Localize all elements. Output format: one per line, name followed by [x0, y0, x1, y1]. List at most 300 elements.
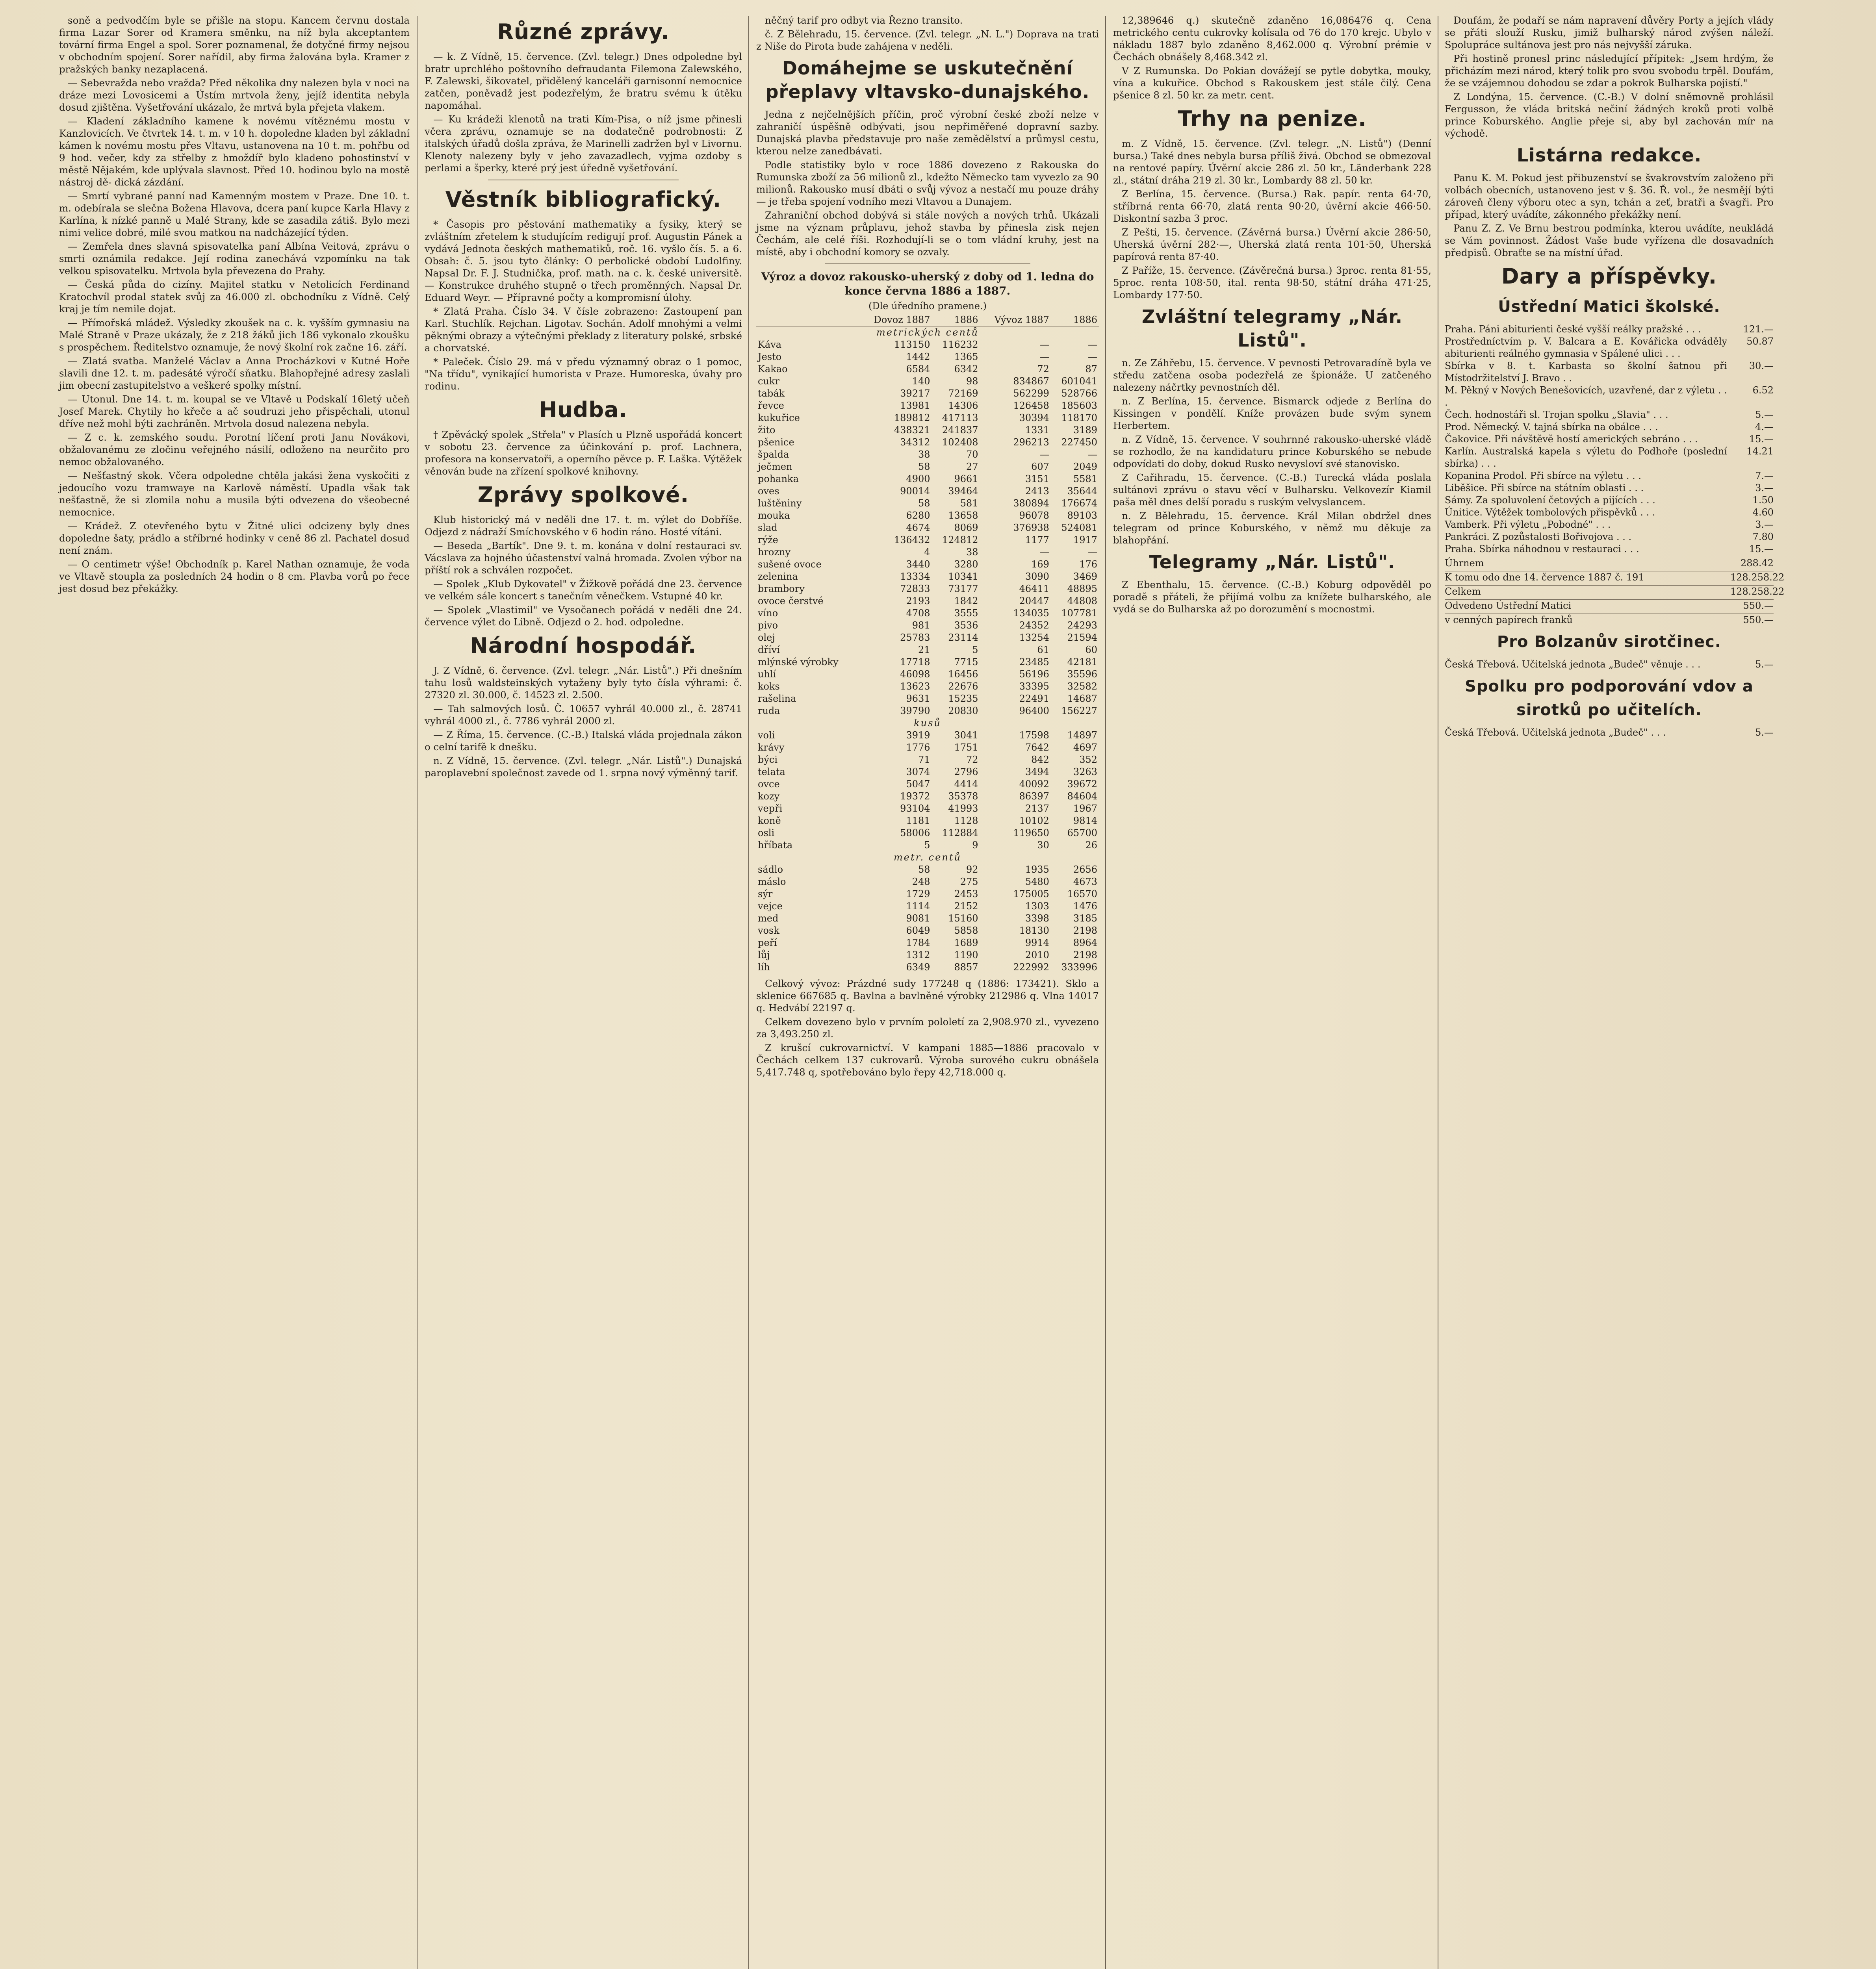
table-cell: 13658: [948, 510, 978, 521]
article-paragraph: něčný tarif pro odbyt via Řezno transito.: [765, 15, 963, 26]
article-paragraph: Z Berlína, 15. července. (Bursa.) Rak. papír. renta 64·70, stříbrná renta 66·70, zlatá renta 90·20, úvěrní akcie 466·50. Diskontní sazba 3 proc.: [1113, 188, 1431, 224]
article-paragraph: 12,389646 q.) skutečně zdaněno 16,086476 q. Cena metrického centu cukrovky kolísala od 76 do 170 krejc. Ubylo v nákladu 1887 bylo zdaněno 8,462.000 q. Výrobní prémie v Čechách obnášely 8,468.342 zl.: [1113, 15, 1431, 63]
table-cell: 70: [966, 449, 978, 460]
table-row-label: ječmen: [758, 461, 792, 472]
donation-amount: 5.—: [1755, 409, 1774, 420]
table-cell: 2010: [1025, 949, 1049, 960]
table-row-label: voli: [758, 730, 775, 741]
table-cell: 90014: [900, 486, 930, 497]
donation-row: [1445, 421, 1774, 433]
donor-text: Prostředníctvím p. V. Balcara a E. Kovářicka odváděly abiturienti reálného gymnasia v Spálené ulici . . .: [1445, 336, 1727, 359]
donation-row: [1445, 727, 1774, 739]
table-cell: 44808: [1067, 595, 1097, 606]
table-cell: 39217: [900, 388, 930, 399]
table-row-label: uhlí: [758, 669, 776, 680]
table-cell: 2198: [1073, 925, 1097, 936]
table-row-label: ruda: [758, 705, 780, 716]
donation-amount: 6.52: [1752, 385, 1774, 396]
table-row-label: koně: [758, 815, 781, 826]
donation-amount: 3.—: [1755, 482, 1774, 493]
table-cell: 119650: [1013, 827, 1049, 838]
table-row-label: rýže: [758, 534, 778, 545]
heading-matice: Ústřední Matici školské.: [1498, 298, 1720, 316]
donation-row: [1445, 519, 1774, 531]
donation-row: [1445, 506, 1774, 519]
table-cell: 562299: [1013, 388, 1049, 399]
table-cell: 58006: [900, 827, 930, 838]
table-cell: 601041: [1061, 376, 1097, 387]
table-cell: 32582: [1067, 681, 1097, 692]
table-cell: 1312: [906, 949, 930, 960]
article-paragraph: Podle statistiky bylo v roce 1886 dovezeno z Rakouska do Rumunska zboží za 56 milionů zl., kdežto Německo tam vyvezlo za 90 milionů. Rakousko musí dbáti o svůj vývoz a nestačí mu pouze dráhy — je třeba spojení vodního mezi Vltavou a Dunajem.: [756, 159, 1099, 207]
donor-text: Kopanina Prodol. Při sbírce na výletu . . .: [1445, 470, 1642, 481]
table-cell: 19372: [900, 791, 930, 802]
table-cell: 15160: [948, 913, 978, 924]
table-cell: 15235: [948, 693, 978, 704]
table-cell: 5581: [1073, 473, 1097, 484]
donation-amount: 7.—: [1755, 470, 1774, 481]
table-cell: 1365: [954, 351, 978, 362]
table-cell: 22676: [948, 681, 978, 692]
table-cell: 169: [1031, 559, 1049, 570]
table-cell: 176: [1079, 559, 1097, 570]
table-row-label: koks: [758, 681, 780, 692]
table-row-label: med: [758, 913, 779, 924]
table-row: [756, 949, 1099, 961]
table-cell: 3398: [1025, 913, 1049, 924]
donation-amount: 5.—: [1755, 659, 1774, 670]
table-cell: 9814: [1073, 815, 1097, 826]
table-row-label: mlýnské výrobky: [758, 656, 839, 667]
heading-trhy-na-penize: Trhy na penize.: [1178, 106, 1367, 131]
table-row-label: luštěniny: [758, 498, 802, 509]
column-1: [59, 14, 410, 596]
table-row-label: brambory: [758, 583, 805, 594]
table-cell: 39464: [948, 486, 978, 497]
table-cell: 72: [1037, 363, 1049, 375]
table-cell: 1181: [906, 815, 930, 826]
article-paragraph: — Utonul. Dne 14. t. m. koupal se ve Vltavě u Podskalí 16letý učeň Josef Marek. Chytily ho křeče a ač soudruzi jeho přispěchali, utonul dříve než mohl býti zachráněn. Mrtvola dosud nalezena nebyla.: [59, 393, 410, 429]
article-paragraph: Celkem dovezeno bylo v prvním pololetí za 2,908.970 zl., vyvezeno za 3,493.250 zl.: [756, 1016, 1099, 1040]
table-cell: 3185: [1073, 913, 1097, 924]
table-cell: 56196: [1019, 669, 1049, 680]
table-cell: 58: [918, 461, 930, 472]
table-row-label: cukr: [758, 376, 779, 387]
table-header-cell: 1886: [932, 314, 980, 326]
donation-row: [1445, 470, 1774, 482]
table-cell: 1190: [954, 949, 978, 960]
column-rule: [1105, 16, 1106, 1969]
table-row: [756, 815, 1099, 827]
table-cell: 8857: [954, 962, 978, 973]
table-cell: 20830: [948, 705, 978, 716]
table-cell: 524081: [1061, 522, 1097, 533]
donation-amount: 50.87: [1746, 336, 1774, 347]
table-cell: 27: [966, 461, 978, 472]
table-row: [756, 729, 1099, 742]
article-paragraph: — Z Říma, 15. července. (C.-B.) Italská vláda projednala zákon o celní tarifě k dnešku.: [425, 729, 742, 753]
table-cell: 275: [960, 876, 978, 887]
table-cell: 227450: [1061, 437, 1097, 448]
table-cell: 2656: [1073, 864, 1097, 875]
donor-text: Česká Třebová. Učitelská jednota „Budeč" . . .: [1445, 727, 1666, 738]
table-cell: 1331: [1025, 425, 1049, 436]
table-cell: 2198: [1073, 949, 1097, 960]
table-row: [756, 925, 1099, 937]
table-row-label: pšenice: [758, 437, 794, 448]
table-cell: 6584: [906, 363, 930, 375]
donor-text: Čakovice. Při návštěvě hostí amerických sebráno . . .: [1445, 434, 1698, 445]
table-cell: 6342: [954, 363, 978, 375]
table-row: [756, 668, 1099, 680]
table-cell: 1917: [1073, 534, 1097, 545]
heading-zvlastni-telegramy: Zvláštní telegramy „Nár. Listů".: [1141, 306, 1403, 351]
table-cell: 3919: [906, 730, 930, 741]
article-paragraph: Celkový vývoz: Prázdné sudy 177248 q (1886: 173421). Sklo a sklenice 667685 q. Bavlna a bavlněné výrobky 212986 q. Vlna 14017 q. Hedvábí 22197 q.: [756, 978, 1099, 1014]
table-cell: 73177: [948, 583, 978, 594]
table-cell: 40092: [1019, 779, 1049, 790]
article-paragraph: Z Paříže, 15. července. (Závěrečná bursa.) 3proc. renta 81·55, 5proc. renta 108·50, ital. renta 98·50, státní dráha 471·25, Lombardy 177·50.: [1113, 265, 1431, 300]
table-row: [756, 485, 1099, 497]
table-cell: 14687: [1067, 693, 1097, 704]
table-cell: 23114: [948, 632, 978, 643]
article-paragraph: Z krušcí cukrovarnictví. V kampani 1885—1886 pracovalo v Čechách celkem 137 cukrovarů. Výroba surového cukru obnášela 5,417.748 q, spotřebováno bylo řepy 42,718.000 q.: [756, 1042, 1099, 1078]
total-row: K tomu odo dne 14. července 1887 č. 191 128.258.22: [1445, 572, 1785, 583]
donation-row: [1445, 482, 1774, 494]
table-cell: 118170: [1061, 412, 1097, 423]
table-row: [756, 754, 1099, 766]
table-cell: 175005: [1013, 888, 1049, 899]
table-cell: 5858: [954, 925, 978, 936]
table-row: [756, 412, 1099, 424]
table-cell: 528766: [1061, 388, 1097, 399]
table-row-label: sádlo: [758, 864, 783, 875]
table-cell: 5: [972, 644, 978, 655]
table-cell: 4900: [906, 473, 930, 484]
table-row: [756, 449, 1099, 461]
table-cell: 22491: [1019, 693, 1049, 704]
table-cell: 2453: [954, 888, 978, 899]
table-row: [756, 510, 1099, 522]
table-group-row: [756, 717, 1099, 729]
table-row-label: sušené ovoce: [758, 559, 822, 570]
table-row-label: líh: [758, 962, 770, 973]
article-paragraph: J. Z Vídně, 6. července. (Zvl. telegr. „Nár. Listů".) Při dnešním tahu losů waldsteinských vytaženy byly tyto čísla výhrami: č. 27320 zl. 30.000, č. 14523 zl. 2.500.: [425, 665, 742, 701]
table-cell: 140: [912, 376, 930, 387]
table-cell: 2152: [954, 901, 978, 912]
table-cell: 1303: [1025, 901, 1049, 912]
table-cell: 20447: [1019, 595, 1049, 606]
table-row: [756, 375, 1099, 387]
donation-amount: 4.—: [1755, 421, 1774, 432]
table-cell: 185603: [1061, 400, 1097, 411]
article-paragraph: Panu K. M. Pokud jest přibuzenství se švakrovstvím založeno při volbách obecních, ustanoveno jest v §. 36. Ř. vol., že nesmějí býti zároveň členy výboru otec a syn, tchán a zeť, bratři a švagři. Pro případ, který uvádíte, zákonného překážky není.: [1445, 172, 1774, 220]
table-cell: 134035: [1013, 608, 1049, 619]
table-row: [756, 363, 1099, 375]
table-row-label: hrozny: [758, 547, 791, 558]
article-paragraph: — Kladení základního kamene k novému vítěznému mostu v Kanzlovicích. Ve čtvrtek 14. t. m. v 10 h. dopoledne kladen byl základní kámen k novému mostu přes Vltavu, ustanovena na 10 t. m. pohřbu od 9 hod. večer, kdy za střelby z hmoždíř bylo kladeno pohostinství v městě Nějakém, kde uplývala slavnost. Před 10. hodinou bylo na mostě nástroj dě- dická zázdání.: [59, 115, 410, 188]
column-5: [1445, 14, 1785, 739]
table-cell: 38: [966, 547, 978, 558]
donation-amount: 30.—: [1749, 360, 1774, 371]
article-paragraph: n. Z Berlína, 15. července. Bismarck odjede z Berlína do Kissingen v pondělí. Kníže provázen bude svým synem Herbertem.: [1113, 395, 1431, 431]
donation-amount: 4.60: [1752, 507, 1774, 518]
table-cell: 136432: [894, 534, 930, 545]
table-cell: 107781: [1061, 608, 1097, 619]
table-cell: 2796: [954, 766, 978, 777]
table-cell: 1967: [1073, 803, 1097, 814]
table-cell: 14897: [1067, 730, 1097, 741]
table-cell: 3536: [954, 620, 978, 631]
table-cell: 1784: [906, 937, 930, 948]
table-cell: 3151: [1025, 473, 1049, 484]
table-cell: 241837: [942, 425, 978, 436]
table-cell: 112884: [942, 827, 978, 838]
table-row-label: máslo: [758, 876, 786, 887]
heading-ruzne-zpravy: Různé zprávy.: [497, 19, 670, 44]
table-cell: 24293: [1067, 620, 1097, 631]
table-cell: 3074: [906, 766, 930, 777]
table-row-label: víno: [758, 608, 778, 619]
table-row-label: rašelina: [758, 693, 796, 704]
table-cell: 1751: [954, 742, 978, 753]
article-paragraph: * Časopis pro pěstování mathematiky a fysiky, který se zvláštním zřetelem k studujícím redigují prof. Augustin Pánek a vydává Jednota českých mathematiků, roč. 16. vyšlo čís. 5. a 6. Obsah: č. 5. jsou tyto články: O perbolické období Ludolfiny. Napsal Dr. F. J. Studnička, prof. math. na c. k. české universitě. — Konstrukce druhého stupně o třech proměnných. Napsal Dr. Eduard Weyr. — Přípravné počty a kompromisní úlohy.: [425, 219, 742, 303]
table-cell: 438321: [894, 425, 930, 436]
table-cell: 24352: [1019, 620, 1049, 631]
donor-text: Sbírka v 8. t. Karbasta so školní šatnou při Místodržitelství J. Bravo . .: [1445, 360, 1727, 384]
donor-text: Praha. Páni abiturienti české vyšší reálky pražské . . .: [1445, 324, 1701, 335]
table-header-cell: [756, 314, 859, 326]
article-paragraph: † Zpěvácký spolek „Střela" v Plasích u Plzně uspořádá koncert v sobotu 23. července za účinkování p. prof. Lachnera, profesora na konservatoři, a operního pěvce p. F. Laška. Výtěžek věnován bude na zřízení spolkové knihovny.: [425, 429, 742, 477]
donation-amount: 5.—: [1755, 727, 1774, 738]
article-paragraph: Jedna z nejčelnějších příčin, proč výrobní české zboží nelze v zahraničí úspěšně odbývati, jsou nepřiměřené dopravní sazby. Dunajská plavba představuje pro naše zemědělství a průmysl cestu, kterou nelze zanedbávati.: [756, 109, 1099, 157]
heading-listarna: Listárna redakce.: [1516, 145, 1702, 166]
donation-amount: 121.—: [1743, 324, 1774, 335]
table-row: [756, 876, 1099, 888]
table-group-row: [756, 326, 1099, 339]
table-cell: 3090: [1025, 571, 1049, 582]
table-cell: —: [1039, 449, 1049, 460]
total-row: v cenných papírech franků 550.—: [1445, 614, 1774, 625]
table-cell: 124812: [942, 534, 978, 545]
table-cell: 3280: [954, 559, 978, 570]
table-row: [756, 705, 1099, 717]
heading-spolek-vdov: Spolku pro podporování vdov a sirotků po učitelích.: [1465, 677, 1754, 719]
table-cell: —: [1088, 339, 1097, 350]
table-row-label: telata: [758, 766, 785, 777]
table-cell: 834867: [1013, 376, 1049, 387]
table-row: [756, 558, 1099, 571]
table-cell: 7715: [954, 656, 978, 667]
table-cell: 376938: [1013, 522, 1049, 533]
table-cell: 3440: [906, 559, 930, 570]
donation-row: [1445, 409, 1774, 421]
table-cell: 380894: [1013, 498, 1049, 509]
table-row-label: ovoce čerstvé: [758, 595, 824, 606]
table-cell: 10341: [948, 571, 978, 582]
table-cell: 1935: [1025, 864, 1049, 875]
table-cell: 33395: [1019, 681, 1049, 692]
table-row-label: zelenina: [758, 571, 798, 582]
table-cell: 21: [918, 644, 930, 655]
article-paragraph: Zahraniční obchod dobývá si stále nových a nových trhů. Ukázali jsme na význam průplavu, jehož stavba by přinesla zisk nejen Čechám, ale celé říši. Rozhodují-li se o tom vládní kruhy, jest na místě, aby i obchodní komory se ozvaly.: [756, 210, 1099, 258]
table-row-label: vejce: [758, 901, 783, 912]
table-cell: 222992: [1013, 962, 1049, 973]
article-paragraph: — Nešťastný skok. Včera odpoledne chtěla jakási žena vyskočiti z jedoucího vozu tramwaye na Karlově náměstí. Upadla však tak nešťastně, že si zlomila nohu a musila býti odvezena do všeobecné nemocnice.: [59, 470, 410, 518]
total-row: Celkem 128.258.22: [1445, 586, 1785, 597]
table-row: [756, 839, 1099, 851]
table-cell: 9661: [954, 473, 978, 484]
table-header-cell: Vývoz 1887: [980, 314, 1051, 326]
article-paragraph: n. Z Vídně, 15. července. V souhrnné rakousko-uherské vládě se rozhodlo, že na kandidaturu prince Koburského se nebude odpovídati do doby, dokud Rusko nevysloví své stanovisko.: [1113, 434, 1431, 469]
table-cell: 13254: [1019, 632, 1049, 643]
table-group-label: metrických centů: [876, 327, 979, 338]
heading-vestnik: Věstník bibliografický.: [445, 187, 722, 212]
table-group-row: [756, 851, 1099, 864]
table-row: [756, 680, 1099, 693]
table-cell: 156227: [1061, 705, 1097, 716]
table-cell: —: [1039, 339, 1049, 350]
table-cell: 296213: [1013, 437, 1049, 448]
donation-amount: 1.50: [1752, 495, 1774, 506]
table-cell: 3469: [1073, 571, 1097, 582]
donor-text: Prod. Německý. V. tajná sbírka na obálce . . .: [1445, 421, 1658, 432]
table-cell: 4673: [1073, 876, 1097, 887]
table-cell: 1114: [906, 901, 930, 912]
table-row: [756, 644, 1099, 656]
table-cell: 30: [1037, 840, 1049, 851]
article-paragraph: — Krádež. Z otevřeného bytu v Žitné ulici odcizeny byly dnes dopoledne šaty, prádlo a stříbrné hodinky v ceně 86 zl. Pachatel dosud není znám.: [59, 520, 410, 556]
heading-pruplav: Domáhejme se uskutečnění přeplavy vltavsko-dunajského.: [765, 57, 1090, 102]
table-cell: 42181: [1067, 656, 1097, 667]
table-cell: 4697: [1073, 742, 1097, 753]
table-row-label: oves: [758, 486, 779, 497]
total-row: Úhrnem 288.42: [1445, 558, 1774, 569]
table-cell: 60: [1085, 644, 1097, 655]
table-cell: 4674: [906, 522, 930, 533]
table-row: [756, 351, 1099, 363]
donor-text: Pankráci. Z pozůstalosti Bořivojova . . .: [1445, 531, 1632, 542]
table-cell: 13623: [900, 681, 930, 692]
article-paragraph: — k. Z Vídně, 15. července. (Zvl. telegr.) Dnes odpoledne byl bratr uprchlého poštovního defraudanta Filemona Zalewského, F. Zalewski, šikovatel, přidělený kanceláři garnisonní nemocnice zatčen, poněvadž jest podezřelým, že bratru svému k útěku napomáhal.: [425, 51, 742, 111]
donation-amount: 3.—: [1755, 519, 1774, 530]
table-cell: 6280: [906, 510, 930, 521]
donor-text: Čech. hodnostáři sl. Trojan spolku „Slavia" . . .: [1445, 409, 1668, 420]
table-group-label: kusů: [914, 718, 941, 729]
table-cell: 1842: [954, 595, 978, 606]
table-cell: 87: [1085, 363, 1097, 375]
article-paragraph: — Spolek „Klub Dykovatel" v Žižkově pořádá dne 23. července ve velkém sále koncert s tanečním věnečkem. Vstupné 40 kr.: [425, 578, 742, 602]
table-cell: 3494: [1025, 766, 1049, 777]
article-paragraph: — Zlatá svatba. Manželé Václav a Anna Procházkovi v Kutné Hoře slavili dne 12. t. m. padesáté výročí sňatku. Blahopřejné adresy zaslali jim obecní zastupitelstvo a veškeré spolky místní.: [59, 355, 410, 391]
table-cell: 5480: [1025, 876, 1049, 887]
table-cell: 61: [1037, 644, 1049, 655]
column-rule: [417, 16, 418, 1969]
donation-row: [1445, 360, 1774, 384]
article-paragraph: — Zemřela dnes slavná spisovatelka paní Albína Veitová, zprávu o smrti oznámila redakce. Její rodina zanechává vzpomínku na tak velkou spisovatelku. Mrtvola byla převezena do Prahy.: [59, 241, 410, 276]
table-cell: 93104: [900, 803, 930, 814]
table-cell: 89103: [1067, 510, 1097, 521]
table-row-label: dříví: [758, 644, 780, 655]
heading-narodni-hospodar: Národní hospodář.: [470, 633, 697, 658]
trade-table: [756, 314, 1099, 973]
article-paragraph: — Smrtí vybrané panní nad Kamenným mostem v Praze. Dne 10. t. m. odebírala se slečna Božena Hlavova, dcera paní kupce Karla Hlavy z Karlína, k nízké panně u Malé Strany, kde se zasadila zátiš. Bylo mezi nimi velice dobré, milé svou matkou na nadcházející týden.: [59, 190, 410, 238]
donor-text: Sámy. Za spoluvolení četových a pijících . . .: [1445, 495, 1655, 506]
table-row: [756, 937, 1099, 949]
donation-row: [1445, 336, 1774, 360]
table-cell: 5047: [906, 779, 930, 790]
table-row: [756, 632, 1099, 644]
article-paragraph: * Paleček. Číslo 29. má v předu významný obraz o 1 pomoc, "Na třídu", vynikající humorista v Praze. Humoreska, úvahy pro rodinu.: [425, 356, 742, 392]
table-row: [756, 888, 1099, 900]
table-row: [756, 424, 1099, 436]
table-cell: 6349: [906, 962, 930, 973]
heading-bolzan: Pro Bolzanův sirotčinec.: [1497, 633, 1722, 651]
table-row: [756, 778, 1099, 790]
table-cell: 13981: [900, 400, 930, 411]
column-2: [425, 14, 742, 781]
table-row: [756, 339, 1099, 351]
table-cell: 7642: [1025, 742, 1049, 753]
table-header-cell: 1886: [1051, 314, 1099, 326]
table-cell: —: [1039, 351, 1049, 362]
table-cell: —: [1088, 351, 1097, 362]
table-row: [756, 461, 1099, 473]
donation-row: [1445, 323, 1774, 336]
table-cell: 9: [972, 840, 978, 851]
table-row-label: vosk: [758, 925, 779, 936]
table-cell: 84604: [1067, 791, 1097, 802]
donation-row: [1445, 384, 1774, 409]
article-paragraph: m. Z Vídně, 15. července. (Zvl. telegr. „N. Listů") (Denní bursa.) Také dnes nebyla bursa příliš živá. Obchod se obmezoval na rentové papíry. Úvěrní akcie 286 zl. 50 kr., Länderbank 228 zl., státní dráha 219 zl. 30 kr., Lombardy 88 zl. 50 kr.: [1113, 138, 1431, 186]
table-row-label: slad: [758, 522, 777, 533]
table-row-label: kozy: [758, 791, 780, 802]
table-cell: 333996: [1061, 962, 1097, 973]
article-paragraph: n. Ze Záhřebu, 15. července. V pevnosti Petrovaradíně byla ve středu zatčena osoba podezřelá ze špionáže. U zatčeného nalezeny náčrtky pevnostních děl.: [1113, 357, 1431, 393]
table-cell: 189812: [894, 412, 930, 423]
article-paragraph: Z Pešti, 15. července. (Závěrná bursa.) Úvěrní akcie 286·50, Uherská úvěrní 282·—, Uherská zlatá renta 101·50, Uherská papírová renta 87·40.: [1113, 226, 1431, 262]
table-row: [756, 583, 1099, 595]
divider: [825, 263, 1030, 264]
table-cell: 1177: [1025, 534, 1049, 545]
table-cell: 4708: [906, 608, 930, 619]
table-cell: 35596: [1067, 669, 1097, 680]
table-cell: 72833: [900, 583, 930, 594]
table-cell: 96400: [1019, 705, 1049, 716]
table-cell: 5: [924, 840, 930, 851]
table-cell: 10102: [1019, 815, 1049, 826]
table-cell: 116232: [942, 339, 978, 350]
table-cell: 58: [918, 864, 930, 875]
column-rule: [748, 16, 749, 1969]
table-row: [756, 656, 1099, 668]
table-cell: 352: [1079, 754, 1097, 765]
table-row: [756, 534, 1099, 546]
total-row: Odvedeno Ústřední Matici 550.—: [1445, 600, 1774, 611]
donation-amount: 15.—: [1749, 543, 1774, 554]
column-4: [1113, 14, 1431, 617]
donation-row: [1445, 543, 1774, 555]
article-paragraph: Při hostině pronesl princ následující přípitek: „Jsem hrdým, že přicházím mezi národ, který tolik pro svou svobodu trpěl. Doufám, že se vzájemnou dohodou se zdar a pokrok Bulharska pojistí.": [1445, 53, 1774, 89]
donation-amount: 14.21: [1746, 446, 1774, 457]
table-row: [756, 400, 1099, 412]
table-cell: 16456: [948, 669, 978, 680]
table-row-label: ovce: [758, 779, 780, 790]
table-row-label: žito: [758, 425, 776, 436]
table-row: [756, 546, 1099, 558]
table-cell: 3189: [1073, 425, 1097, 436]
table-row: [756, 742, 1099, 754]
